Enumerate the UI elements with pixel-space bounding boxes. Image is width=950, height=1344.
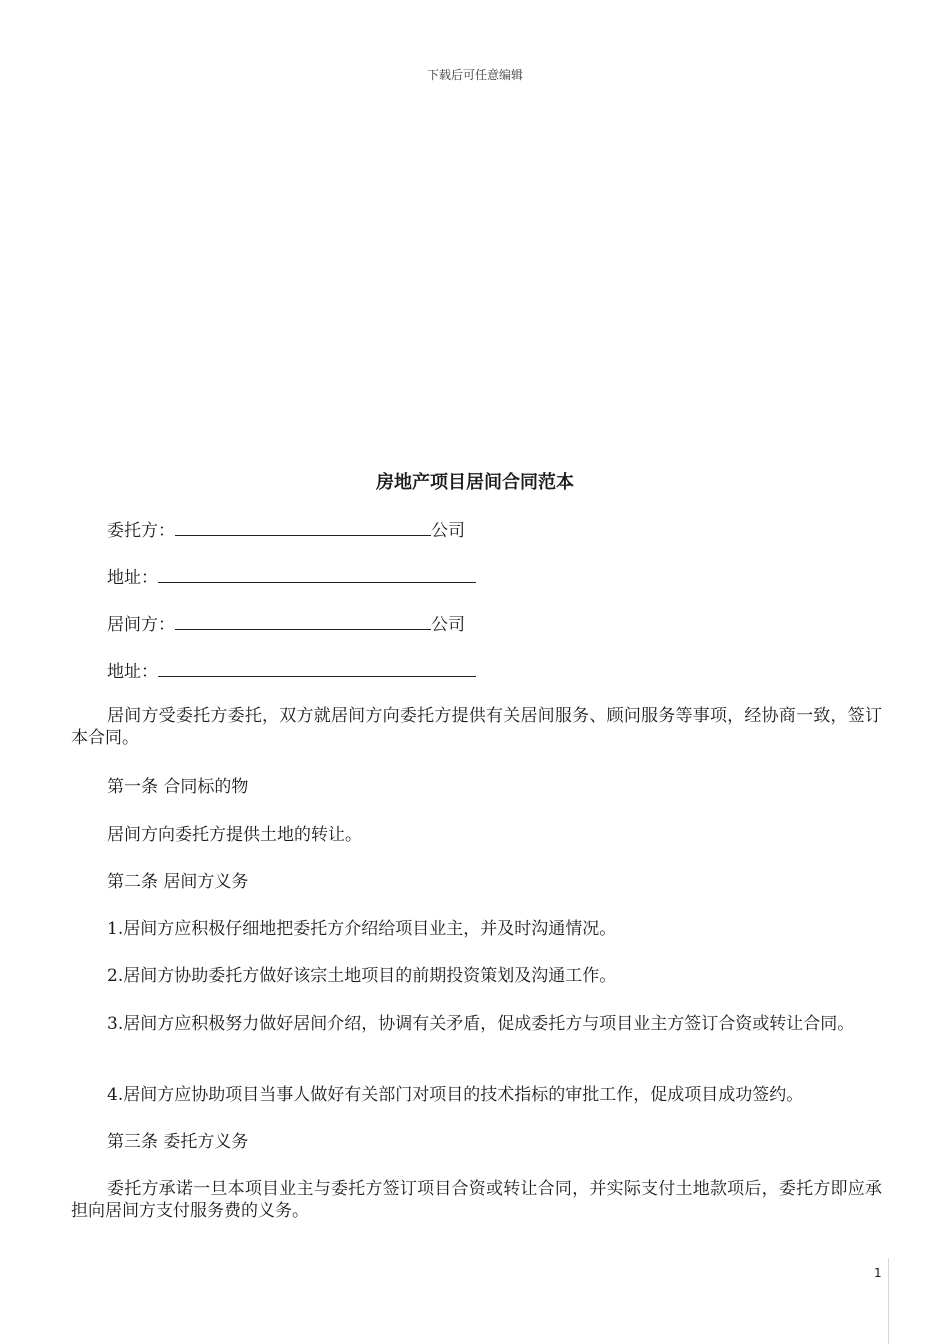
article-3-body: 委托方承诺一旦本项目业主与委托方签订项目合资或转让合同，并实际支付土地款项后，委托方即应承担向居间方支付服务费的义务。 — [71, 1179, 882, 1221]
article-2-item-2: 2.居间方协助委托方做好该宗土地项目的前期投资策划及沟通工作。 — [107, 966, 617, 986]
broker-address-label: 地址： — [107, 662, 158, 682]
client-label: 委托方： — [107, 521, 175, 541]
client-name-blank — [175, 521, 431, 536]
article-1-heading: 第一条 合同标的物 — [107, 777, 249, 797]
client-field — [107, 516, 465, 541]
client-address-blank — [158, 568, 476, 583]
article-2-item-4: 4.居间方应协助项目当事人做好有关部门对项目的技术指标的审批工作，促成项目成功签约。 — [107, 1085, 804, 1105]
document-title: 房地产项目居间合同范本 — [376, 472, 574, 493]
article-2-item-3: 3.居间方应积极努力做好居间介绍，协调有关矛盾，促成委托方与项目业主方签订合资或转让合同。 — [107, 1014, 855, 1034]
client-address-field — [107, 563, 476, 588]
broker-label: 居间方： — [107, 615, 175, 635]
article-1-body: 居间方向委托方提供土地的转让。 — [107, 825, 362, 845]
broker-address-field — [107, 657, 476, 682]
intro-paragraph: 居间方受委托方委托，双方就居间方向委托方提供有关居间服务、顾问服务等事项，经协商一致，签订本合同。 — [71, 706, 882, 748]
article-2-item-1: 1.居间方应积极仔细地把委托方介绍给项目业主，并及时沟通情况。 — [107, 919, 617, 939]
broker-address-blank — [158, 662, 476, 677]
client-suffix: 公司 — [431, 521, 465, 541]
article-3-heading: 第三条 委托方义务 — [107, 1132, 249, 1152]
broker-name-blank — [175, 615, 431, 630]
broker-suffix: 公司 — [431, 615, 465, 635]
header-note: 下载后可任意编辑 — [426, 68, 523, 82]
broker-field — [107, 610, 465, 635]
client-address-label: 地址： — [107, 568, 158, 588]
page-edge-rule — [888, 1258, 889, 1344]
page-number: 1 — [874, 1266, 882, 1280]
article-2-heading: 第二条 居间方义务 — [107, 872, 249, 892]
